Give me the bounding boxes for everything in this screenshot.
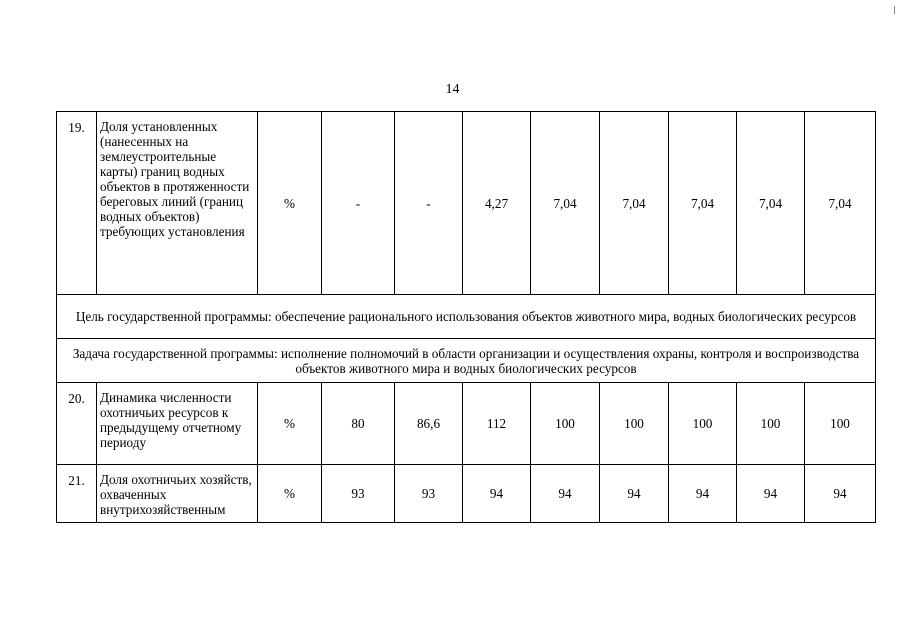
value-cell: 100 [531,383,600,465]
value-cell: 7,04 [669,112,737,295]
task-row [57,339,876,383]
value-cell: 100 [737,383,805,465]
value-cell: 80 [322,383,395,465]
value-cell: 94 [531,465,600,523]
row-number: 19. [57,112,97,295]
value-cell: 86,6 [395,383,463,465]
value-cell: 4,27 [463,112,531,295]
value-cell: 94 [737,465,805,523]
value-cell: 93 [322,465,395,523]
value-cell: 93 [395,465,463,523]
row-number: 20. [57,383,97,465]
unit-cell: % [258,465,322,523]
value-cell: 100 [805,383,876,465]
value-cell: 7,04 [805,112,876,295]
value-cell: 94 [600,465,669,523]
indicator-name: Доля установленных (нанесенных на землеустроительные карты) границ водных объектов в протяженности береговых линий (границ водных объектов) требующих установления [97,112,258,295]
value-cell: 7,04 [600,112,669,295]
indicators-table [56,111,876,523]
unit-cell: % [258,383,322,465]
program-task: Задача государственной программы: исполнение полномочий в области организации и осуществления охраны, контроля и воспроизводства объектов животного мира и водных биологических ресурсов [57,339,876,383]
table-row [57,383,876,465]
value-cell: 100 [669,383,737,465]
corner-mark [894,6,895,14]
table-row [57,112,876,295]
value-cell: 112 [463,383,531,465]
page-number: 14 [445,82,460,97]
value-cell: 100 [600,383,669,465]
value-cell: 94 [463,465,531,523]
value-cell: 94 [805,465,876,523]
value-cell: 94 [669,465,737,523]
program-goal: Цель государственной программы: обеспечение рационального использования объектов животного мира, водных биологических ресурсов [57,295,876,339]
table-row [57,465,876,523]
value-cell: - [322,112,395,295]
indicator-name: Доля охотничьих хозяйств, охваченных внутрихозяйственным [97,465,258,523]
row-number: 21. [57,465,97,523]
unit-cell: % [258,112,322,295]
value-cell: 7,04 [737,112,805,295]
value-cell: 7,04 [531,112,600,295]
value-cell: - [395,112,463,295]
goal-row [57,295,876,339]
indicator-name: Динамика численности охотничьих ресурсов к предыдущему отчетному периоду [97,383,258,465]
